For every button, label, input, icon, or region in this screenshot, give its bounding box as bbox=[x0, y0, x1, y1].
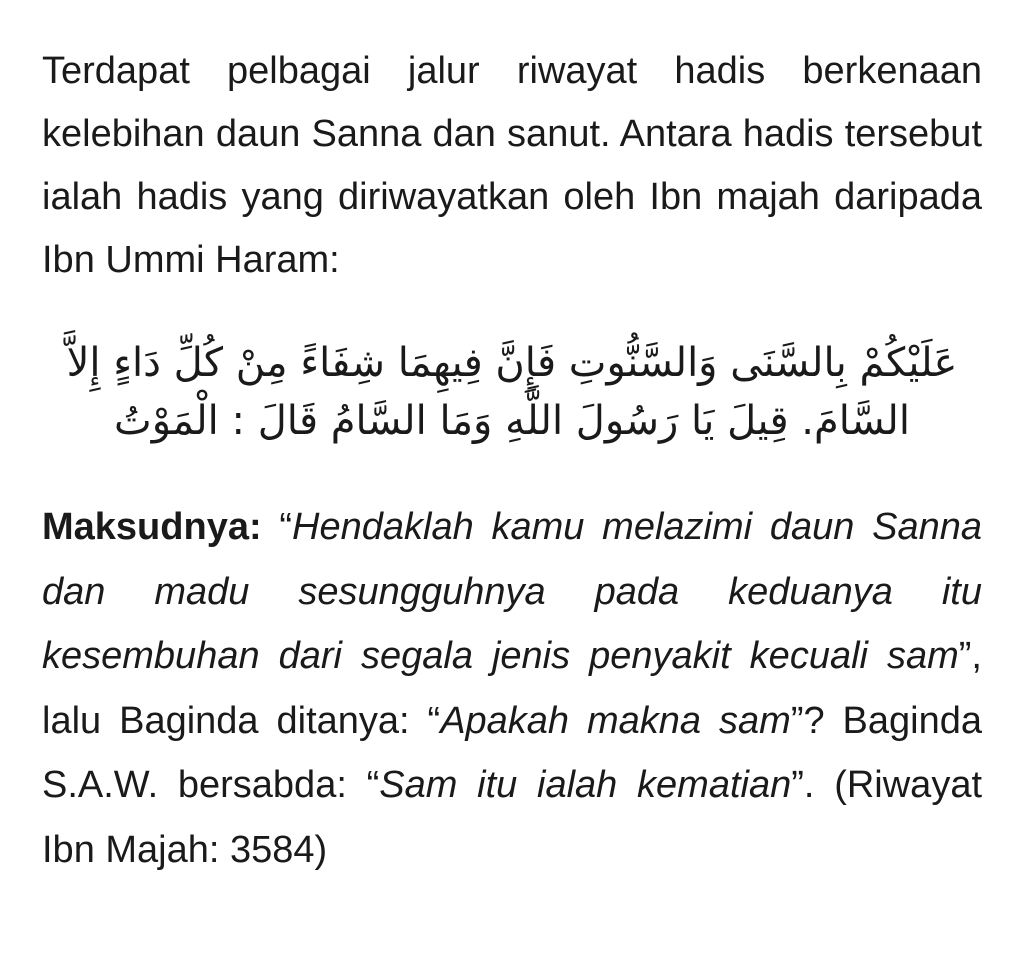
hadith-arabic-line-1: عَلَيْكُمْ بِالسَّنَى وَالسَّنُّوتِ فَإِنَّ فِيهِمَا شِفَاءً مِنْ كُلِّ دَاءٍ إِلاَّ bbox=[66, 340, 958, 386]
meaning-connector-1: ”, lalu Baginda ditanya: “ bbox=[42, 635, 982, 742]
meaning-quote-3: Sam itu ialah kematian bbox=[379, 764, 792, 806]
meaning-open-quote: “ bbox=[261, 506, 293, 548]
meaning-quote-2: Apakah makna sam bbox=[440, 699, 791, 742]
meaning-paragraph bbox=[42, 495, 982, 882]
meaning-quote-1: Hendaklah kamu melazimi daun Sanna dan madu sesungguhnya pada keduanya itu kesembuhan dari segala jenis penyakit kecuali sam bbox=[42, 506, 982, 677]
meaning-citation: ”. (Riwayat Ibn Majah: 3584) bbox=[42, 764, 983, 871]
meaning-connector-2: ”? Baginda S.A.W. bersabda: “ bbox=[42, 699, 983, 806]
intro-paragraph: Terdapat pelbagai jalur riwayat hadis berkenaan kelebihan daun Sanna dan sanut. Antara hadis tersebut ialah hadis yang diriwayatkan oleh Ibn majah daripada Ibn Ummi Haram: bbox=[42, 50, 982, 281]
hadith-arabic-text bbox=[42, 334, 982, 450]
hadith-arabic-line-2: السَّامَ. قِيلَ يَا رَسُولَ اللَّهِ وَمَا السَّامُ قَالَ : الْمَوْتُ bbox=[114, 398, 910, 444]
meaning-label: Maksudnya: bbox=[42, 506, 262, 548]
